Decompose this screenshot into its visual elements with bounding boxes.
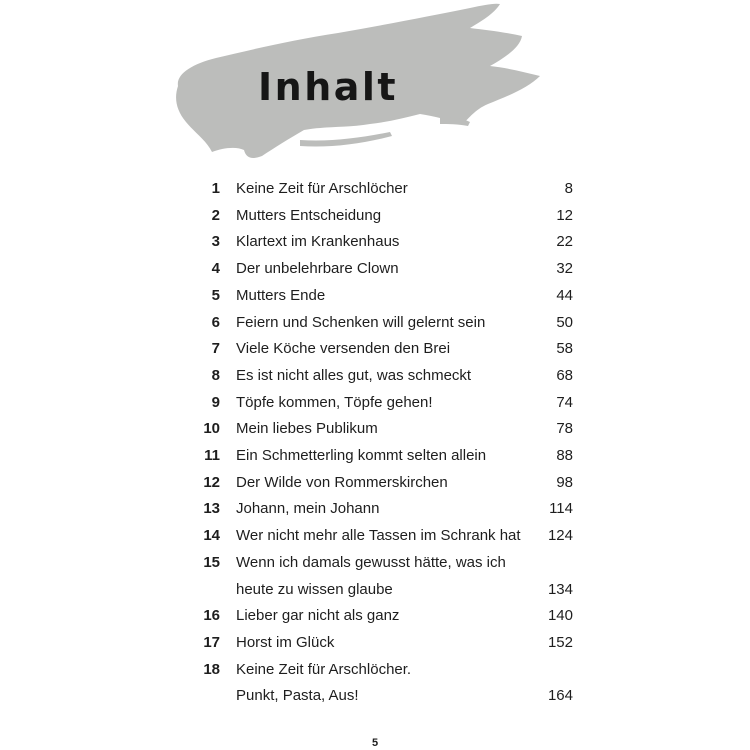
chapter-number: 6 xyxy=(211,314,220,331)
toc-line xyxy=(0,551,750,575)
chapter-page: 164 xyxy=(547,687,573,704)
chapter-title: Mutters Ende xyxy=(236,287,326,304)
chapter-number: 17 xyxy=(203,634,220,651)
chapter-page: 8 xyxy=(564,180,573,197)
chapter-number: 16 xyxy=(203,607,220,624)
chapter-title: Ein Schmetterling kommt selten allein xyxy=(236,447,487,464)
chapter-page: 74 xyxy=(556,394,573,411)
toc-line xyxy=(0,471,750,495)
page-title: Inhalt xyxy=(258,65,399,109)
chapter-number: 15 xyxy=(203,554,220,571)
chapter-title: Töpfe kommen, Töpfe gehen! xyxy=(236,394,433,411)
toc-line xyxy=(0,658,750,682)
toc-line xyxy=(0,417,750,441)
toc-line xyxy=(0,391,750,415)
toc-line xyxy=(0,257,750,281)
chapter-title: Mutters Entscheidung xyxy=(236,207,382,224)
chapter-number: 1 xyxy=(211,180,220,197)
toc-line xyxy=(0,204,750,228)
chapter-page: 78 xyxy=(556,420,573,437)
chapter-title: Viele Köche versenden den Brei xyxy=(236,340,451,357)
chapter-title: Der Wilde von Rommerskirchen xyxy=(236,474,448,491)
chapter-page: 114 xyxy=(549,500,573,517)
chapter-title: Johann, mein Johann xyxy=(236,500,380,517)
chapter-page: 22 xyxy=(556,233,573,250)
chapter-page: 68 xyxy=(556,367,573,384)
toc-line xyxy=(0,364,750,388)
chapter-number: 7 xyxy=(211,340,220,357)
chapter-title: Keine Zeit für Arschlöcher xyxy=(236,180,408,197)
chapter-number: 3 xyxy=(211,233,220,250)
toc-line xyxy=(0,684,750,708)
chapter-page: 44 xyxy=(556,287,573,304)
toc-line xyxy=(0,284,750,308)
chapter-number: 4 xyxy=(211,260,220,277)
chapter-number: 9 xyxy=(211,394,220,411)
chapter-number: 12 xyxy=(203,474,220,491)
chapter-number: 10 xyxy=(203,420,220,437)
chapter-number: 8 xyxy=(211,367,220,384)
chapter-number: 13 xyxy=(203,500,220,517)
toc-line xyxy=(0,524,750,548)
chapter-number: 18 xyxy=(203,661,220,678)
chapter-page: 50 xyxy=(556,314,573,331)
chapter-title: Der unbelehrbare Clown xyxy=(236,260,399,277)
chapter-number: 11 xyxy=(204,447,220,464)
chapter-number: 14 xyxy=(203,527,220,544)
toc-line xyxy=(0,337,750,361)
chapter-number: 2 xyxy=(211,207,220,224)
toc-line xyxy=(0,497,750,521)
chapter-title: Punkt, Pasta, Aus! xyxy=(236,687,359,704)
toc-line xyxy=(0,604,750,628)
chapter-page: 140 xyxy=(547,607,573,624)
chapter-page: 88 xyxy=(556,447,573,464)
chapter-title: heute zu wissen glaube xyxy=(236,581,393,598)
chapter-title: Keine Zeit für Arschlöcher. xyxy=(236,661,412,678)
chapter-page: 12 xyxy=(556,207,573,224)
chapter-title: Es ist nicht alles gut, was schmeckt xyxy=(236,367,472,384)
chapter-page: 32 xyxy=(556,260,573,277)
chapter-title: Klartext im Krankenhaus xyxy=(236,233,400,250)
chapter-title: Lieber gar nicht als ganz xyxy=(236,607,400,624)
toc-line xyxy=(0,444,750,468)
chapter-page: 152 xyxy=(547,634,573,651)
chapter-number: 5 xyxy=(211,287,220,304)
chapter-title: Mein liebes Publikum xyxy=(236,420,378,437)
toc-line xyxy=(0,311,750,335)
toc-line xyxy=(0,631,750,655)
chapter-page: 124 xyxy=(547,527,573,544)
chapter-page: 134 xyxy=(547,581,573,598)
toc-line xyxy=(0,230,750,254)
chapter-title: Wer nicht mehr alle Tassen im Schrank hat xyxy=(236,527,521,544)
chapter-title: Wenn ich damals gewusst hätte, was ich xyxy=(236,554,506,571)
chapter-page: 58 xyxy=(556,340,573,357)
chapter-title: Feiern und Schenken will gelernt sein xyxy=(236,314,486,331)
chapter-page: 98 xyxy=(556,474,573,491)
page-number: 5 xyxy=(371,737,379,749)
toc-line xyxy=(0,578,750,602)
chapter-title: Horst im Glück xyxy=(236,634,335,651)
toc-line xyxy=(0,177,750,201)
